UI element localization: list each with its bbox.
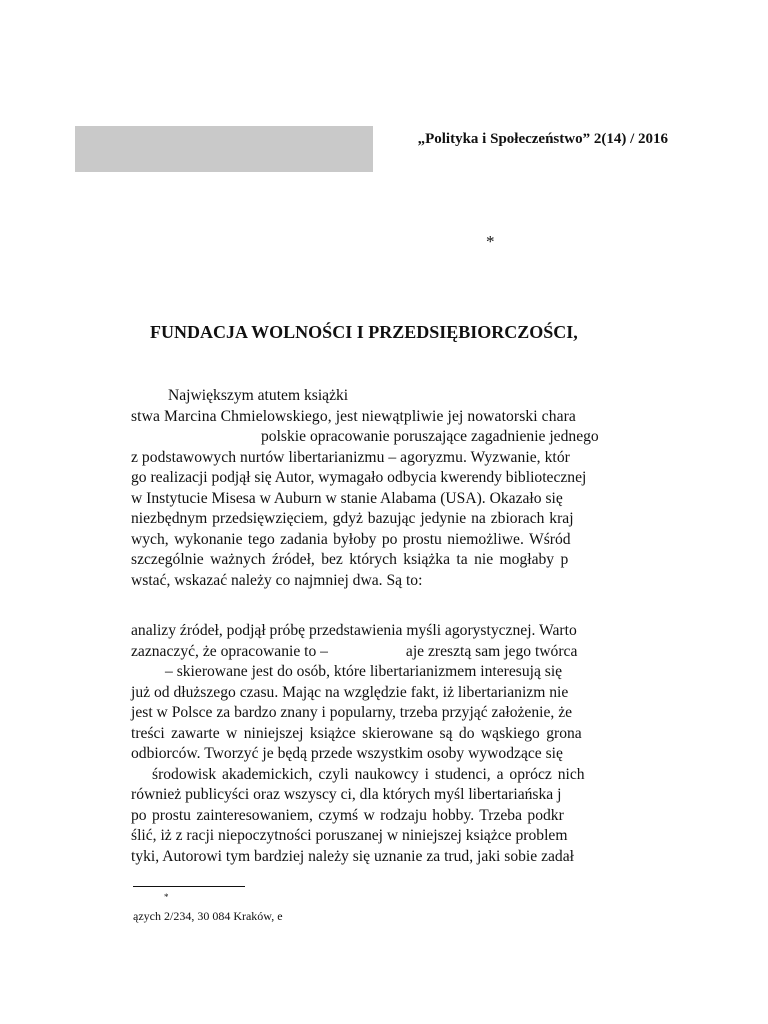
text-line: go realizacji podjął się Autor, wymagało odbycia kwerendy bibliotecznej [131, 469, 587, 486]
journal-header: „Polityka i Społeczeństwo” 2(14) / 2016 [417, 131, 668, 147]
text-line: wych, wykonanie tego zadania byłoby po prostu niemożliwe. Wśród [131, 530, 571, 548]
footnote-divider [133, 886, 245, 887]
text-line: niezbędnym przedsięwzięciem, gdyż bazując jedynie na zbiorach kraj [131, 510, 574, 527]
text-line: analizy źródeł, podjął próbę przedstawienia myśli agorystycznej. Warto [131, 622, 577, 639]
text-line: szczególnie ważnych źródeł, bez których książka ta nie mogłaby p [131, 551, 569, 568]
text-line: w Instytucie Misesa w Auburn w stanie Alabama (USA). Okazało się [131, 489, 563, 507]
text-line: odbiorców. Tworzyć je będą przede wszystkim osoby wywodzące się [131, 745, 563, 762]
footnote-mark: * [164, 892, 169, 902]
text-line: – skierowane jest do osób, które libertarianizmem interesują się [165, 663, 563, 680]
paragraph-1 [131, 386, 671, 591]
header-gray-block [75, 126, 373, 172]
author-asterisk: * [486, 232, 495, 251]
text-line: już od dłuższego czasu. Mając na względzie fakt, iż libertarianizm nie [131, 683, 569, 701]
text-line: treści zawarte w niniejszej książce skierowane są do wąskiego grona [131, 724, 582, 742]
text-line: wstać, wskazać należy co najmniej dwa. Są to: [131, 571, 423, 589]
text-line: jest w Polsce za bardzo znany i popularny, trzeba przyjąć założenie, że [131, 704, 573, 721]
text-line: Największym atutem książki [168, 387, 349, 404]
text-line: tyki, Autorowi tym bardziej należy się uznanie za trud, jaki sobie zadał [131, 847, 574, 865]
text-line: polskie opracowanie poruszające zagadnienie jednego [261, 428, 599, 445]
article-title: FUNDACJA WOLNOŚCI I PRZEDSIĘBIORCZOŚCI, [150, 322, 578, 342]
footnote-text: ązych 2/234, 30 084 Kraków, e [133, 909, 283, 923]
text-line: zaznaczyć, że opracowanie to – aje zresztą sam jego twórca [131, 642, 578, 660]
text-line: również publicyści oraz wszyscy ci, dla których myśl libertariańska j [131, 786, 562, 803]
text-line: ślić, iż z racji niepoczytności poruszanej w niniejszej książce problem [131, 827, 568, 844]
paragraph-2 [131, 621, 671, 867]
text-line: środowisk akademickich, czyli naukowcy i studenci, a oprócz nich [152, 765, 585, 783]
text-line: z podstawowych nurtów libertarianizmu – agoryzmu. Wyzwanie, któr [131, 448, 570, 466]
text-line: po prostu zainteresowaniem, czymś w rodzaju hobby. Trzeba podkr [131, 806, 564, 824]
text-line: stwa Marcina Chmielowskiego, jest niewątpliwie jej nowatorski chara [131, 407, 576, 425]
